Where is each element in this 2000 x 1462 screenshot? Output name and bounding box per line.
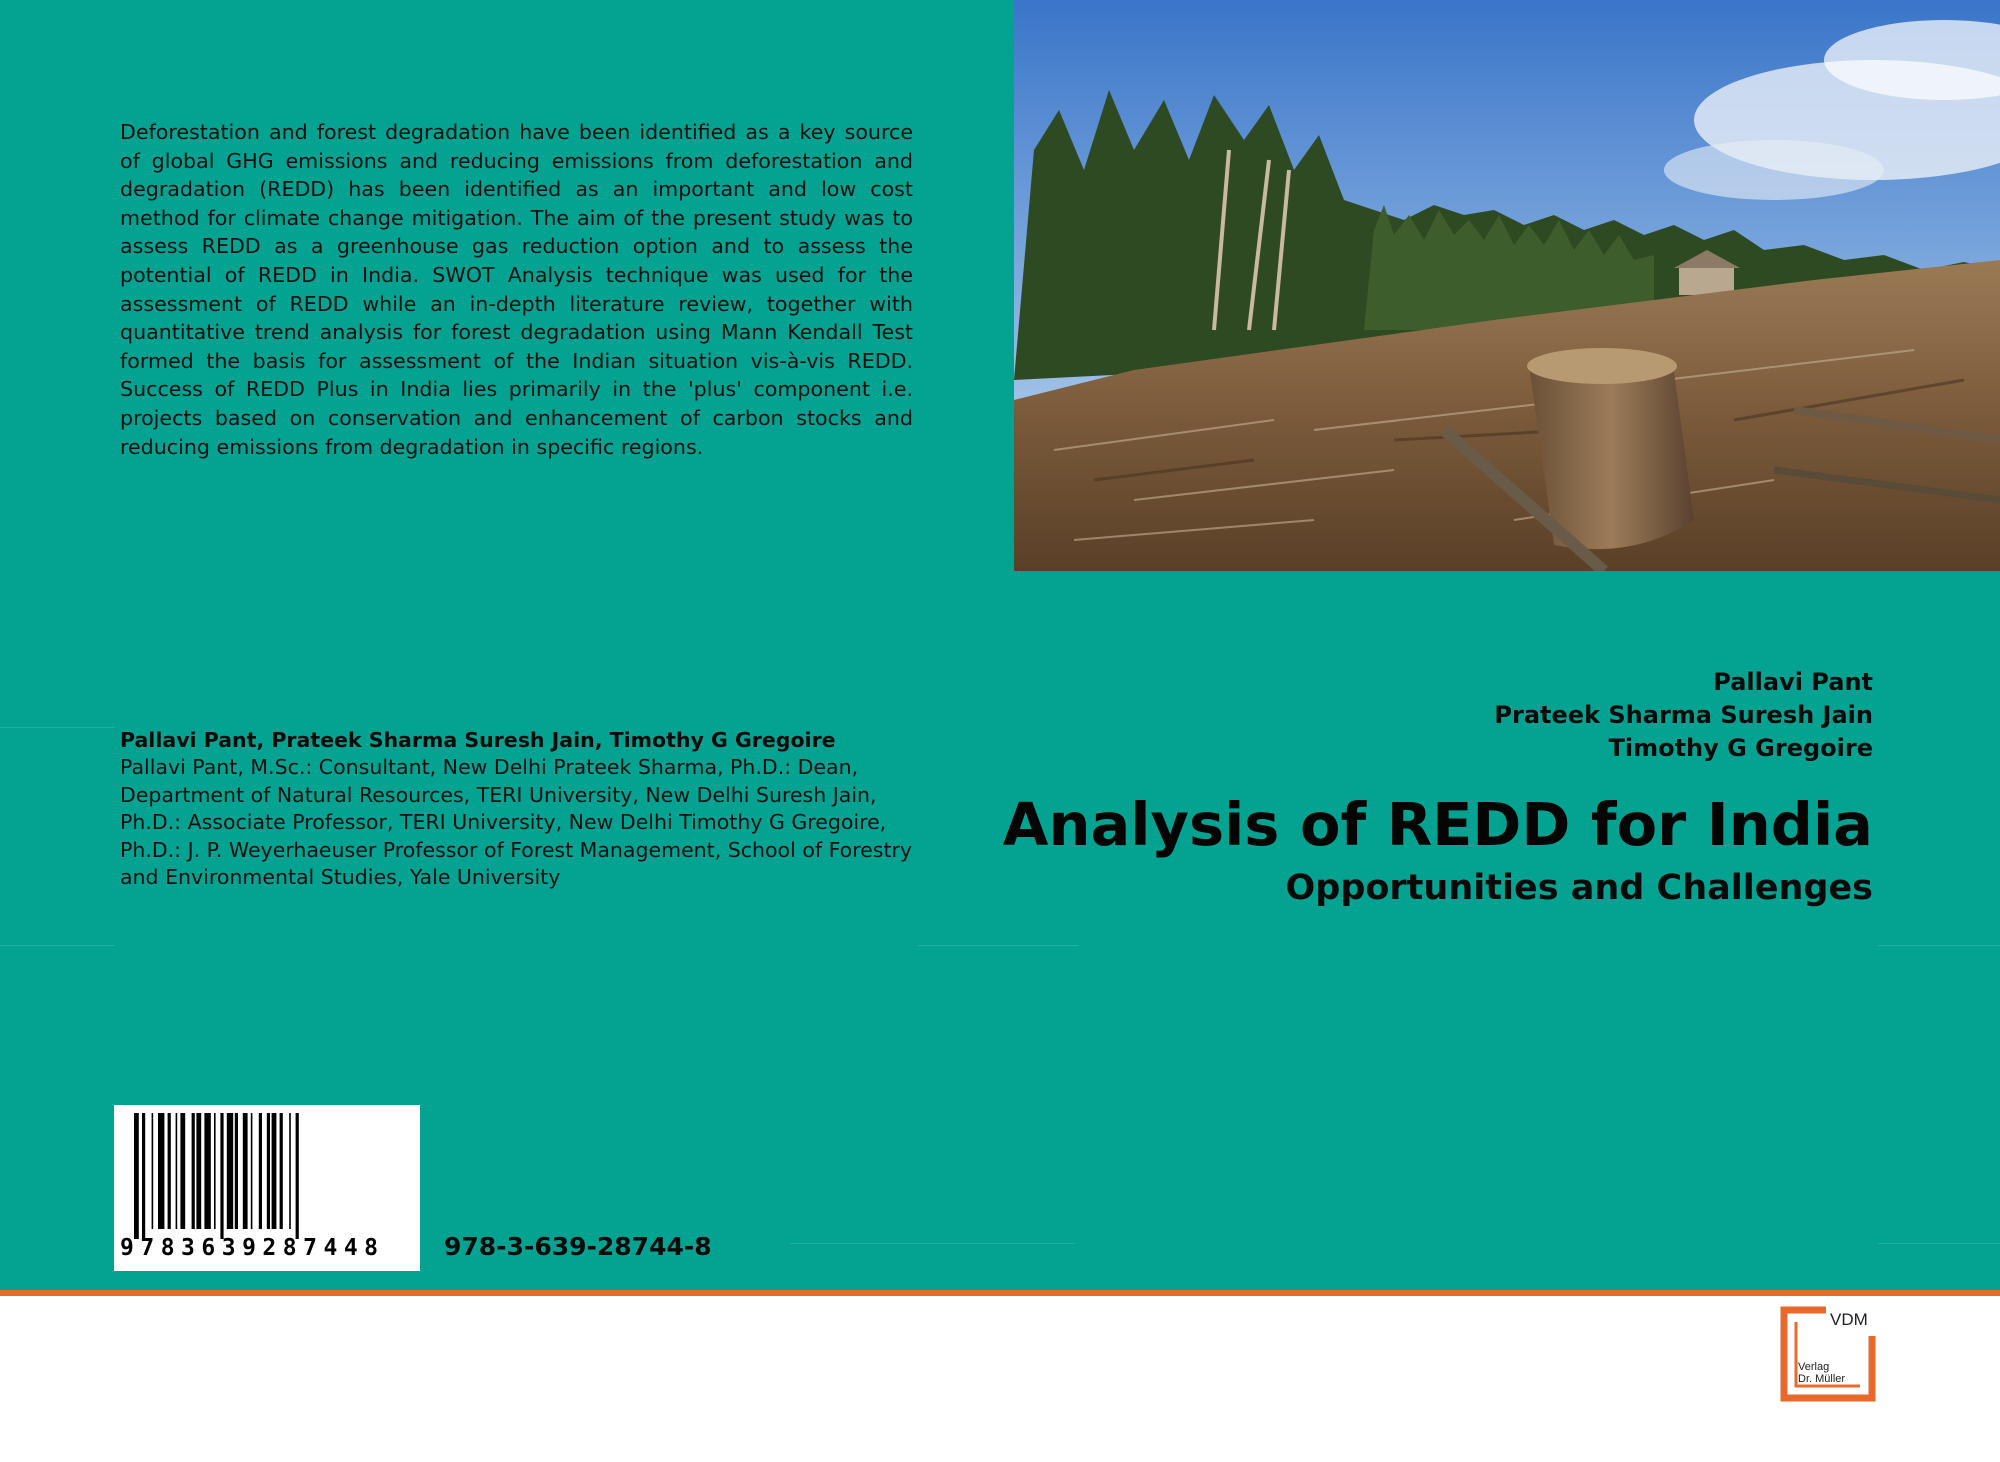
barcode-bar xyxy=(180,1113,185,1229)
barcode-bar xyxy=(296,1113,299,1239)
author-name: Pallavi Pant xyxy=(1713,668,1873,696)
back-cover-blurb: Deforestation and forest degradation have been identified as a key source of global GHG emissions and reducing emissions from deforestation and degradation (REDD) has been identified as an important and low cost method for climate change mitigation. The aim of the present study was to assess REDD as a greenhouse gas reduction option and to assess the potential of REDD in India. SWOT Analysis technique was used for the assessment of REDD while an in-depth literature review, together with quantitative trend analysis for forest degradation using Mann Kendall Test formed the basis for assessment of the Indian situation vis-à-vis REDD. Success of REDD Plus in India lies primarily in the 'plus' component i.e. projects based on conservation and enhancement of carbon stocks and reducing emissions from degradation in specific regions. xyxy=(120,120,913,459)
isbn-barcode xyxy=(114,1105,420,1271)
barcode-bar xyxy=(142,1113,145,1239)
barcode-bar xyxy=(235,1113,238,1229)
barcode-bar xyxy=(214,1113,216,1229)
divider-line xyxy=(0,727,115,728)
barcode-bar xyxy=(280,1113,283,1229)
divider-line xyxy=(1878,945,2000,946)
barcode-digits: 9783639287448 xyxy=(120,1235,385,1261)
author-name: Timothy G Gregoire xyxy=(1608,734,1873,762)
divider-line xyxy=(1878,1243,2000,1244)
back-cover-authors: Pallavi Pant, Prateek Sharma Suresh Jain, Timothy G Gregoire xyxy=(120,728,836,752)
barcode-bar xyxy=(176,1113,178,1229)
barcode-bar xyxy=(134,1113,139,1239)
book-subtitle: Opportunities and Challenges xyxy=(1285,868,1873,908)
barcode-bar xyxy=(267,1113,270,1229)
author-name: Prateek Sharma Suresh Jain xyxy=(1494,701,1873,729)
deforestation-photo xyxy=(1014,0,2000,571)
barcode-bar xyxy=(196,1113,201,1229)
isbn-number: 978-3-639-28744-8 xyxy=(444,1232,712,1261)
author-biographies: Pallavi Pant, M.Sc.: Consultant, New Delhi Prateek Sharma, Ph.D.: Dean, Department of Natural Resources, TERI University, New Delhi Suresh Jain, Ph.D.: Associate Professor, TERI University, New Delhi Timothy G Gregoire, Ph.D.: J. P. Weyerhaeuser Professor of Forest Management, School of Forestry and Environmental Studies, Yale University xyxy=(120,755,913,889)
accent-stripe xyxy=(0,1290,2000,1296)
divider-line xyxy=(790,1243,1075,1244)
barcode-bar xyxy=(289,1113,291,1229)
logo-subtitle-line: Verlag xyxy=(1798,1361,1830,1373)
barcode-bar xyxy=(192,1113,195,1229)
barcode-bar xyxy=(220,1113,223,1239)
barcode-bar xyxy=(204,1113,210,1229)
front-cover-authors xyxy=(1494,666,1873,765)
barcode-bar xyxy=(272,1113,277,1229)
divider-line xyxy=(0,945,115,946)
logo-name: VDM xyxy=(1830,1310,1868,1329)
barcode-bar xyxy=(227,1113,233,1229)
logo-subtitle xyxy=(1798,1361,1845,1385)
barcode-bar xyxy=(152,1113,154,1229)
logo-subtitle-line: Dr. Müller xyxy=(1798,1373,1846,1385)
barcode-bar xyxy=(251,1113,253,1229)
barcode-bar xyxy=(158,1113,164,1229)
barcode-bar xyxy=(259,1113,262,1229)
book-title: Analysis of REDD for India xyxy=(1002,790,1873,859)
vdm-publisher-logo xyxy=(1780,1306,1876,1402)
barcode-bar xyxy=(168,1113,171,1229)
divider-line xyxy=(918,945,1078,946)
barcode-bar xyxy=(243,1113,248,1229)
